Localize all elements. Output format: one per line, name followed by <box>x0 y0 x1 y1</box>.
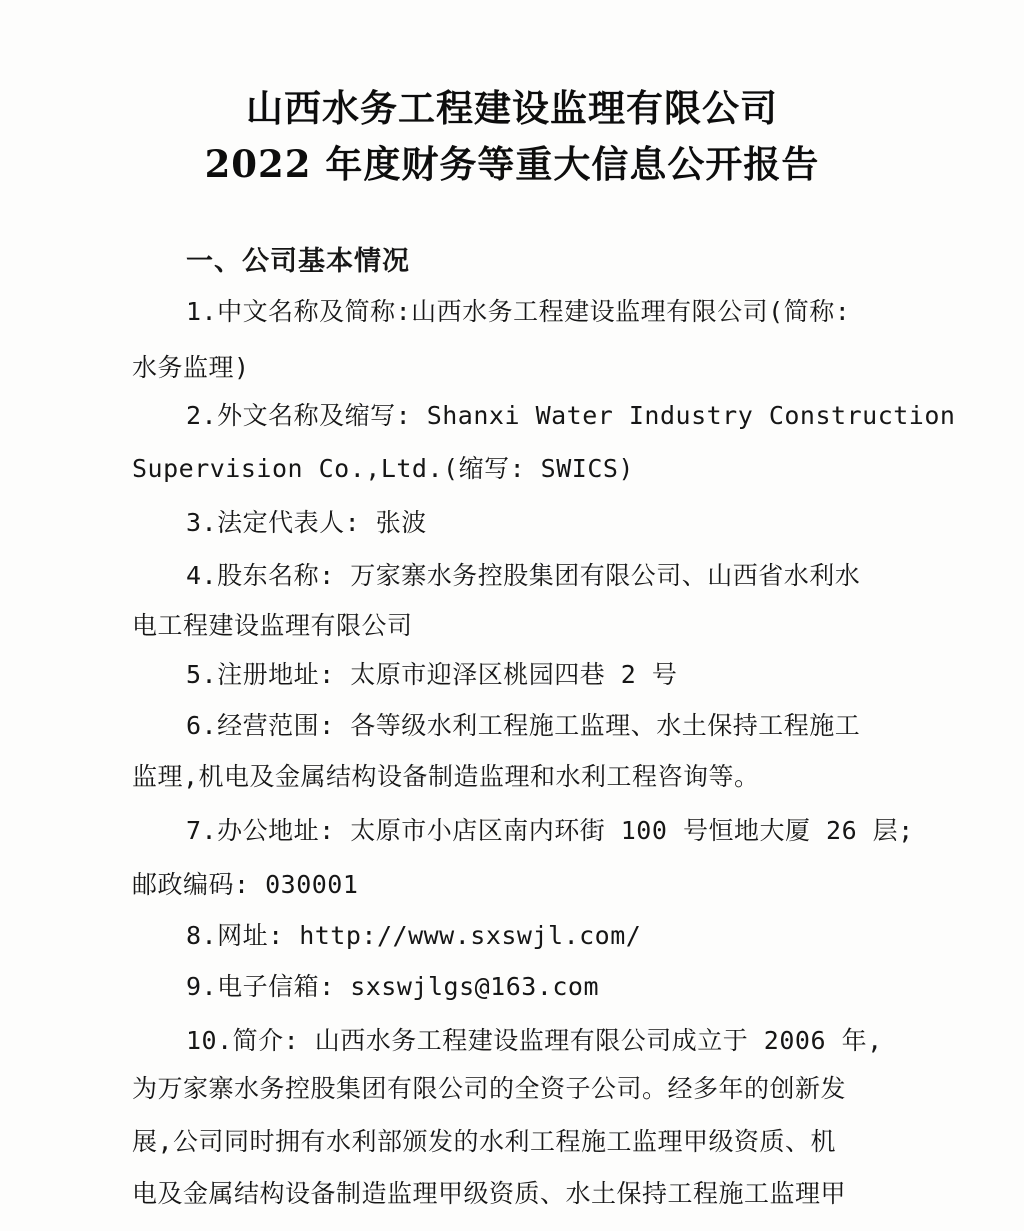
paragraph-line: 4.股东名称: 万家寨水务控股集团有限公司、山西省水利水 <box>186 561 861 590</box>
paragraph-line: 1.中文名称及简称:山西水务工程建设监理有限公司(简称: <box>186 297 851 326</box>
paragraph-line: 邮政编码: 030001 <box>132 870 359 899</box>
paragraph-line: 为万家寨水务控股集团有限公司的全资子公司。经多年的创新发 <box>132 1074 847 1103</box>
paragraph-line: 电工程建设监理有限公司 <box>132 611 413 640</box>
paragraph-line: 6.经营范围: 各等级水利工程施工监理、水土保持工程施工 <box>186 711 861 740</box>
paragraph-line: 7.办公地址: 太原市小店区南内环街 100 号恒地大厦 26 层; <box>186 816 914 845</box>
paragraph-line: 8.网址: http://www.sxswjl.com/ <box>186 921 642 950</box>
document-title-line-2: 2022 年度财务等重大信息公开报告 <box>204 142 820 186</box>
paragraph-line: 3.法定代表人: 张波 <box>186 508 427 537</box>
paragraph-line: 展,公司同时拥有水利部颁发的水利工程施工监理甲级资质、机 <box>132 1127 837 1156</box>
paragraph-line: 10.简介: 山西水务工程建设监理有限公司成立于 2006 年, <box>186 1026 883 1055</box>
paragraph-line: 水务监理) <box>132 353 250 382</box>
document-title-line-1: 山西水务工程建设监理有限公司 <box>246 86 778 130</box>
paragraph-line: 监理,机电及金属结构设备制造监理和水利工程咨询等。 <box>132 762 760 791</box>
paragraph-line: Supervision Co.,Ltd.(缩写: SWICS) <box>132 454 634 483</box>
section-heading-basic-info: 一、公司基本情况 <box>186 246 410 277</box>
paragraph-line: 电及金属结构设备制造监理甲级资质、水土保持工程施工监理甲 <box>132 1179 847 1208</box>
paragraph-line: 2.外文名称及缩写: Shanxi Water Industry Construction <box>186 401 956 430</box>
paragraph-line: 9.电子信箱: sxswjlgs@163.com <box>186 972 600 1001</box>
paragraph-line: 5.注册地址: 太原市迎泽区桃园四巷 2 号 <box>186 660 678 689</box>
